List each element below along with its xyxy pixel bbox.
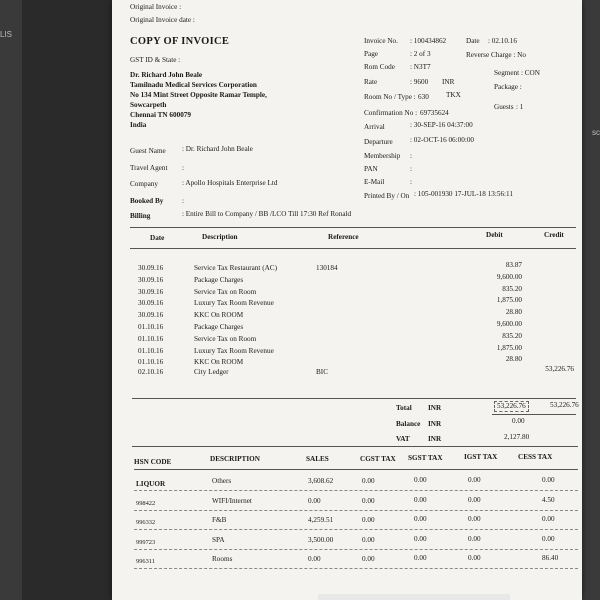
- hsn-cell-cgst: 0.00: [362, 555, 375, 563]
- travel-agent-label: Travel Agent: [130, 164, 168, 172]
- hsn-header-description: DESCRIPTION: [210, 455, 260, 463]
- pan-label: PAN: [364, 165, 378, 173]
- ledger-cell-date: 01.10.16: [138, 358, 164, 367]
- ledger-cell-reference: BIC: [316, 368, 328, 377]
- pan-value: :: [410, 165, 412, 173]
- ledger-cell-debit: 1,875.00: [496, 296, 522, 305]
- hsn-cell-cgst: 0.00: [362, 535, 375, 544]
- hsn-cell-igst: 0.00: [468, 515, 481, 523]
- hsn-cell-sales: 3,500.00: [308, 535, 334, 544]
- printed-by-value: : 105-001930 17-JUL-18 13:56:11: [414, 190, 513, 198]
- guest-name-label: Guest Name: [130, 147, 166, 155]
- ledger-cell-reference: 130184: [316, 264, 338, 272]
- ledger-header-rule: [130, 248, 576, 249]
- hsn-cell-cgst: 0.00: [362, 477, 375, 485]
- vat-currency: INR: [428, 435, 442, 443]
- hsn-cell-sgst: 0.00: [414, 476, 427, 484]
- balance-value: 0.00: [512, 417, 525, 425]
- room-no-value: 630: [418, 93, 429, 101]
- ledger-cell-date: 01.10.16: [138, 323, 164, 331]
- ledger-header-credit: Credit: [544, 231, 564, 239]
- total-credit: 53,226.76: [550, 401, 579, 409]
- invoice-document: [112, 0, 582, 600]
- hsn-cell-sgst: 0.00: [414, 534, 427, 543]
- hsn-cell-sgst: 0.00: [414, 554, 427, 562]
- hsn-cell-igst: 0.00: [468, 495, 481, 504]
- hsn-cell-sales: 3,608.62: [308, 477, 334, 485]
- ledger-cell-debit: 28.80: [505, 308, 522, 317]
- left-frame: [0, 0, 22, 600]
- hsn-cell-cess: 0.00: [542, 534, 555, 543]
- hsn-header-rule: [134, 469, 578, 470]
- ledger-cell-date: 30.09.16: [138, 311, 164, 320]
- hsn-cell-code: 996332: [136, 519, 156, 526]
- ledger-cell-debit: 835.20: [502, 331, 522, 340]
- room-type-value: TKX: [446, 91, 461, 99]
- arrival-value: : 30-SEP-16 04:37:00: [410, 121, 473, 129]
- hsn-cell-code: 999723: [136, 538, 156, 546]
- hsn-cell-cess: 0.00: [542, 476, 555, 484]
- ledger-header-description: Description: [202, 233, 238, 241]
- vat-value: 2,127.80: [504, 433, 530, 441]
- hsn-row-rule: [134, 510, 578, 511]
- rate-label: Rate: [364, 78, 378, 86]
- original-invoice-date-label: Original Invoice date :: [130, 16, 195, 24]
- guest-address-1: No 134 Mint Street Opposite Ramar Temple,: [130, 91, 267, 99]
- hsn-cell-igst: 0.00: [468, 554, 481, 562]
- gst-label: GST ID & State :: [130, 56, 181, 64]
- guests-label: Guests: [494, 103, 514, 111]
- arrival-label: Arrival: [364, 123, 385, 131]
- billing-label: Billing: [130, 212, 151, 220]
- ledger-cell-debit: 1,875.00: [496, 343, 522, 352]
- confirmation-value: 69735624: [420, 109, 449, 117]
- membership-label: Membership: [364, 152, 401, 160]
- rate-value: : 9600: [410, 78, 429, 86]
- date-value: : 02.10.16: [488, 37, 517, 45]
- hsn-cell-cess: 86.40: [542, 554, 559, 562]
- ledger-cell-date: 30.09.16: [138, 264, 164, 272]
- page-label: Page: [364, 50, 378, 58]
- ledger-cell-description: Package Charges: [194, 275, 244, 284]
- ledger-header-date: Date: [150, 234, 165, 242]
- hsn-row-rule: [134, 490, 578, 491]
- vat-label: VAT: [396, 435, 410, 443]
- printed-by-label: Printed By / On: [364, 192, 410, 200]
- departure-label: Departure: [364, 138, 393, 146]
- hsn-header-sgst: SGST TAX: [408, 454, 443, 462]
- original-invoice-label: Original Invoice :: [130, 3, 182, 11]
- hsn-cell-description: Others: [212, 477, 232, 485]
- hsn-cell-code: LIQUOR: [136, 480, 166, 488]
- hsn-cell-cess: 4.50: [542, 495, 555, 504]
- segment: Segment : CON: [494, 69, 540, 77]
- hsn-cell-sales: 0.00: [308, 496, 321, 505]
- room-type-label: Room No / Type :: [364, 93, 416, 101]
- ledger-cell-date: 30.09.16: [138, 275, 164, 284]
- ledger-cell-description: Package Charges: [194, 323, 244, 331]
- hsn-top-rule: [132, 446, 578, 447]
- ledger-cell-debit: 28.80: [505, 355, 522, 364]
- invoice-title: COPY OF INVOICE: [130, 36, 230, 47]
- hsn-row-rule: [134, 529, 578, 530]
- hsn-row-rule: [134, 549, 578, 550]
- hsn-cell-sales: 4,259.51: [308, 516, 334, 524]
- hsn-cell-igst: 0.00: [468, 534, 481, 543]
- hsn-cell-code: 998422: [136, 499, 156, 507]
- membership-value: :: [410, 152, 412, 160]
- hsn-header-code: HSN CODE: [134, 458, 172, 466]
- ledger-cell-description: Luxury Tax Room Revenue: [194, 346, 274, 355]
- hsn-cell-cgst: 0.00: [362, 496, 375, 505]
- hsn-cell-code: 996311: [136, 558, 155, 565]
- hsn-header-igst: IGST TAX: [464, 453, 498, 461]
- hsn-cell-sgst: 0.00: [414, 515, 427, 523]
- ledger-cell-date: 30.09.16: [138, 299, 164, 308]
- billing-value: : Entire Bill to Company / BB /LCO Till 17:30 Ref Ronald: [182, 210, 352, 218]
- ledger-cell-credit: 53,226.76: [545, 365, 574, 374]
- guest-city: Chennai TN 600079: [130, 111, 191, 119]
- right-edge-text: sc: [592, 128, 600, 137]
- room-code-label: Rom Code: [364, 63, 395, 71]
- booked-by-label: Booked By: [130, 197, 164, 205]
- hsn-header-sales: SALES: [306, 455, 329, 463]
- ledger-cell-date: 30.09.16: [138, 287, 164, 296]
- page-value: : 2 of 3: [410, 50, 431, 58]
- total-rule: [492, 414, 576, 415]
- hsn-cell-description: WIFI/Internet: [212, 496, 252, 505]
- departure-value: : 02-OCT-16 06:00:00: [410, 136, 475, 144]
- hsn-cell-sales: 0.00: [308, 555, 321, 563]
- ledger-cell-description: Service Tax on Room: [194, 287, 257, 296]
- ledger-cell-description: City Ledger: [194, 368, 229, 377]
- guest-name-value: : Dr. Richard John Beale: [182, 145, 253, 153]
- ledger-header-debit: Debit: [486, 231, 503, 239]
- hsn-cell-description: F&B: [212, 516, 227, 524]
- total-label: Total: [396, 404, 412, 412]
- ledger-top-rule: [130, 227, 576, 228]
- bottom-scroll-hint: [318, 594, 510, 600]
- left-edge-text: LIS: [0, 30, 13, 39]
- guests-value: : 1: [516, 103, 524, 111]
- guest-name: Dr. Richard John Beale: [130, 71, 203, 79]
- reverse-charge: Reverse Charge : No: [466, 51, 526, 59]
- ledger-cell-date: 02.10.16: [138, 368, 164, 377]
- balance-label: Balance: [396, 420, 421, 428]
- guest-address-2: Sowcarpeth: [130, 101, 167, 109]
- invoice-no-label: Invoice No.: [364, 37, 398, 45]
- travel-agent-value: :: [182, 164, 184, 172]
- hsn-cell-sgst: 0.00: [414, 495, 427, 504]
- confirmation-label: Confirmation No :: [364, 109, 418, 117]
- hsn-cell-description: Rooms: [212, 555, 233, 563]
- room-code-value: : N3T7: [410, 63, 431, 71]
- guest-company: Tamilnadu Medical Services Corporation: [130, 81, 257, 89]
- ledger-cell-description: KKC On ROOM: [194, 311, 244, 320]
- hsn-header-cgst: CGST TAX: [360, 455, 396, 463]
- total-currency: INR: [428, 404, 442, 412]
- ledger-cell-debit: 9,600.00: [496, 320, 522, 328]
- booked-by-value: :: [182, 197, 184, 205]
- hsn-cell-description: SPA: [212, 535, 225, 544]
- ledger-cell-date: 01.10.16: [138, 334, 164, 343]
- ledger-bottom-rule: [132, 398, 576, 399]
- ledger-cell-description: Service Tax Restaurant (AC): [194, 264, 277, 272]
- ledger-cell-debit: 835.20: [502, 284, 522, 293]
- hsn-cell-cgst: 0.00: [362, 516, 375, 524]
- balance-currency: INR: [428, 420, 442, 428]
- package-label: Package :: [494, 83, 522, 91]
- ledger-cell-description: KKC On ROOM: [194, 358, 244, 367]
- invoice-no-value: : 100434862: [410, 37, 447, 45]
- total-debit: 53,226.76: [494, 401, 529, 412]
- company-label: Company: [130, 180, 158, 188]
- email-label: E-Mail: [364, 178, 385, 186]
- ledger-cell-description: Service Tax on Room: [194, 334, 257, 343]
- date-label: Date: [466, 37, 480, 45]
- hsn-row-rule: [134, 568, 578, 569]
- ledger-cell-date: 01.10.16: [138, 346, 164, 355]
- guest-country: India: [130, 121, 147, 129]
- email-value: :: [410, 178, 412, 186]
- ledger-cell-debit: 9,600.00: [496, 272, 522, 281]
- ledger-cell-debit: 83.87: [505, 261, 522, 269]
- hsn-cell-igst: 0.00: [468, 476, 481, 484]
- rate-currency: INR: [442, 78, 455, 86]
- hsn-header-cess: CESS TAX: [518, 453, 553, 461]
- ledger-header-reference: Reference: [328, 233, 359, 241]
- hsn-cell-cess: 0.00: [542, 515, 555, 523]
- ledger-cell-description: Luxury Tax Room Revenue: [194, 299, 274, 308]
- company-value: : Apollo Hospitals Enterprise Ltd: [182, 179, 278, 187]
